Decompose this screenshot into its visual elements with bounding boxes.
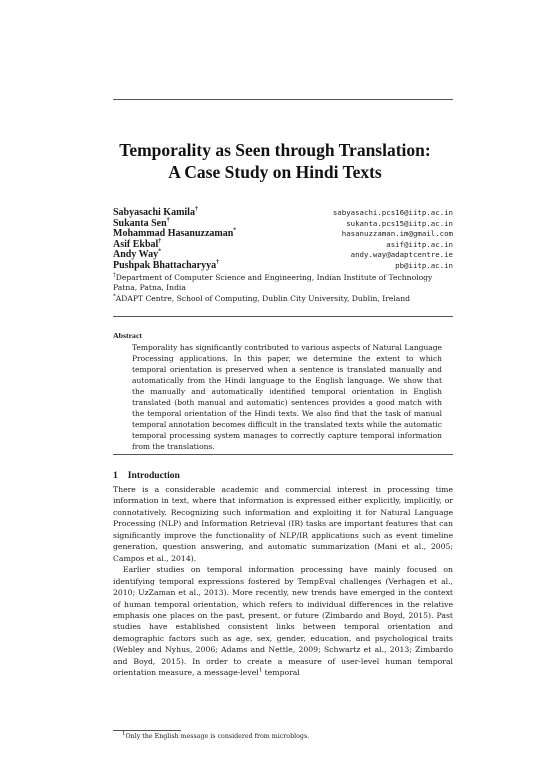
author-email[interactable]: sukanta.pcs15@iitp.ac.in [346, 218, 453, 228]
abstract-bottom-rule [113, 454, 453, 455]
affiliation-mark: * [113, 293, 116, 300]
top-rule [113, 99, 453, 100]
section-heading [113, 470, 180, 481]
title-line-1: Temporality as Seen through Translation: [119, 140, 431, 160]
footnote-mark: 1 [122, 730, 126, 737]
affiliation-mark: † [194, 206, 198, 213]
author-email[interactable]: sabyasachi.pcs16@iitp.ac.in [332, 208, 453, 217]
author-email[interactable]: asif@iitp.ac.in [386, 239, 453, 249]
section-title: Introduction [127, 470, 180, 481]
footnote-ref[interactable]: 1 [258, 667, 263, 674]
affiliations [113, 273, 453, 304]
author-name: Pushpak Bhattacharyya [113, 259, 217, 271]
author-row [113, 261, 453, 272]
author-list [113, 208, 453, 272]
section-number: 1 [113, 470, 118, 481]
author-name: Andy Way [113, 249, 159, 261]
author-email[interactable]: andy.way@adaptcentre.ie [350, 250, 453, 260]
affiliation-mark: † [216, 259, 220, 266]
paragraph [113, 564, 453, 679]
affiliation-text: ADAPT Centre, School of Computing, Dublin City University, Dublin, Ireland [115, 293, 411, 303]
author-row [113, 240, 453, 251]
author-email[interactable]: pb@iitp.ac.in [395, 260, 453, 270]
affiliation-mark: * [233, 227, 237, 234]
author-name: Sukanta Sen [113, 217, 167, 229]
footnote [122, 732, 309, 741]
affiliation-text: Department of Computer Science and Engineering, Indian Institute of Technology Patna, Patna, India [113, 273, 433, 293]
abstract-heading: Abstract [113, 331, 143, 340]
affiliation-mark: † [113, 272, 116, 279]
abstract-text: Temporality has significantly contributed to various aspects of Natural Language Processing applications. In this paper, we determine the extent to which temporal orientation is preserved when a sentence is translated manually and automatically from the Hindi language to the English language. We show that the manually and automatically identified temporal orientation in English translated (both manual and automatic) sentences provides a good match with the temporal orientation of the Hindi texts. We also find that the task of manual temporal annotation becomes difficult in the translated texts while the automatic temporal processing system manages to correctly capture temporal information from the translations. [132, 343, 442, 451]
abstract-top-rule [113, 316, 453, 317]
affiliation-line [113, 273, 453, 294]
footnote-text: Only the English message is considered from microblogs. [125, 733, 310, 740]
affiliation-mark: † [158, 238, 162, 245]
affiliation-mark: † [166, 217, 170, 224]
paragraph-text: temporal [262, 668, 300, 678]
affiliation-line [113, 294, 453, 304]
title-line-2: A Case Study on Hindi Texts [168, 162, 382, 182]
author-email[interactable]: hasanuzzaman.im@gmail.com [341, 229, 453, 239]
author-name: Sabyasachi Kamila [113, 207, 195, 218]
affiliation-mark: * [158, 249, 162, 256]
introduction-body [113, 484, 453, 679]
paragraph-text: Earlier studies on temporal information processing have mainly focused on identifying temporal expressions fostered by TempEval challenges (Verhagen et al., 2010; UzZaman et al., 2013). More recently, new trends have emerged in the context of human temporal orientation, which refers to individual differences in the relative emphasis one places on the past, present, or future (Zimbardo and Boyd, 2015). Past studies have established consistent links between temporal orientation and demographic factors such as age, sex, gender, education, and psychological traits (Webley and Nyhus, 2006; Adams and Nettle, 2009; Schwartz et al., 2013; Zimbardo and Boyd, 2015). In order to create a measure of user-level human temporal orientation measure, a message-level [113, 565, 453, 678]
paragraph: There is a considerable academic and commercial interest in processing time information in text, where that information is expressed either explicitly, implicitly, or connotatively. Recognizing such information and exploiting it for Natural Language Processing (NLP) and Information Retrieval (IR) tasks are important features that can significantly improve the functionality of NLP/IR applications such as event timeline generation, question answering, and automatic summarization (Mani et al., 2005; Campos et al., 2014). [113, 485, 453, 563]
author-name: Mohammad Hasanuzzaman [113, 228, 234, 240]
author-name: Asif Ekbal [113, 238, 159, 250]
author-row [113, 229, 453, 240]
paper-title [60, 139, 490, 183]
